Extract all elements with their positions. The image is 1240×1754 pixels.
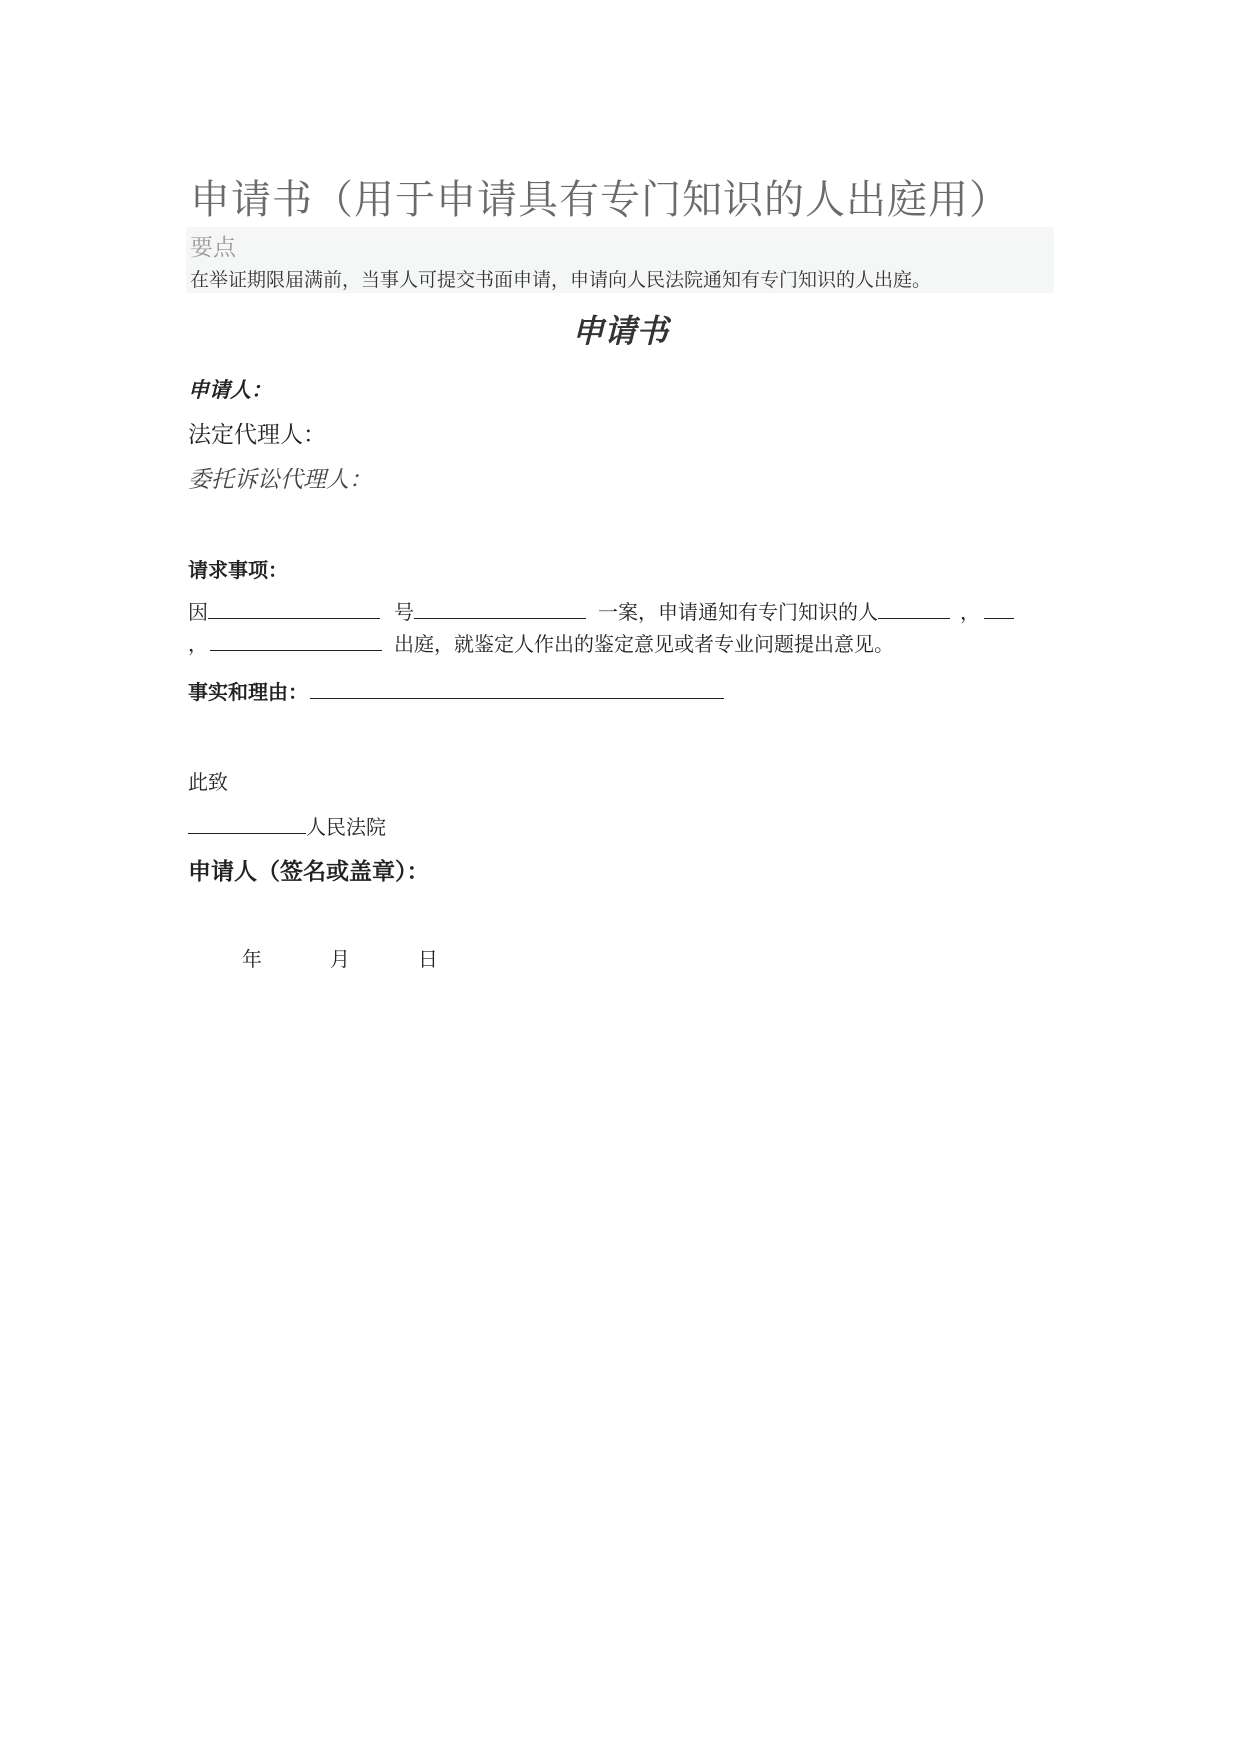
request-comma-1: ，	[960, 600, 980, 624]
key-points-box	[186, 227, 1054, 293]
key-points-text: 在举证期限届满前，当事人可提交书面申请，申请向人民法院通知有专门知识的人出庭。	[190, 269, 932, 291]
facts-label: 事实和理由：	[188, 680, 308, 704]
litigation-agent-label: 委托诉讼代理人：	[188, 467, 372, 493]
applicant-label: 申请人：	[188, 377, 272, 402]
request-suffix: 出庭，就鉴定人作出的鉴定意见或者专业问题提出意见。	[394, 632, 894, 656]
legal-representative-label: 法定代理人：	[188, 422, 326, 448]
salutation: 此致	[188, 770, 228, 794]
request-number-char: 号	[394, 600, 414, 624]
facts-blank[interactable]	[310, 678, 724, 699]
date-month: 月	[330, 947, 350, 971]
request-heading: 请求事项：	[188, 558, 288, 582]
date-year: 年	[242, 947, 262, 971]
expert-name-blank-2[interactable]	[984, 598, 1014, 619]
key-points-heading: 要点	[190, 235, 236, 261]
request-line-1	[188, 596, 1014, 625]
case-number-blank[interactable]	[414, 598, 586, 619]
request-line-2	[188, 628, 894, 657]
date-line	[242, 943, 438, 972]
form-title: 申请书	[571, 312, 668, 350]
request-case-text: 一案，申请通知有专门知识的人	[598, 600, 878, 624]
document-title: 申请书（用于申请具有专门知识的人出庭用）	[190, 177, 1010, 223]
facts-and-reasons	[188, 676, 724, 705]
expert-name-blank-3[interactable]	[210, 630, 382, 651]
date-day: 日	[418, 947, 438, 971]
signature-label: 申请人（签名或盖章）：	[188, 858, 430, 885]
court-name-blank[interactable]	[188, 813, 306, 834]
expert-name-blank-1[interactable]	[878, 598, 950, 619]
court-suffix: 人民法院	[306, 815, 386, 839]
case-year-blank[interactable]	[208, 598, 380, 619]
request-comma-2: ，	[188, 632, 208, 656]
request-prefix: 因	[188, 600, 208, 624]
court-line	[188, 811, 386, 840]
